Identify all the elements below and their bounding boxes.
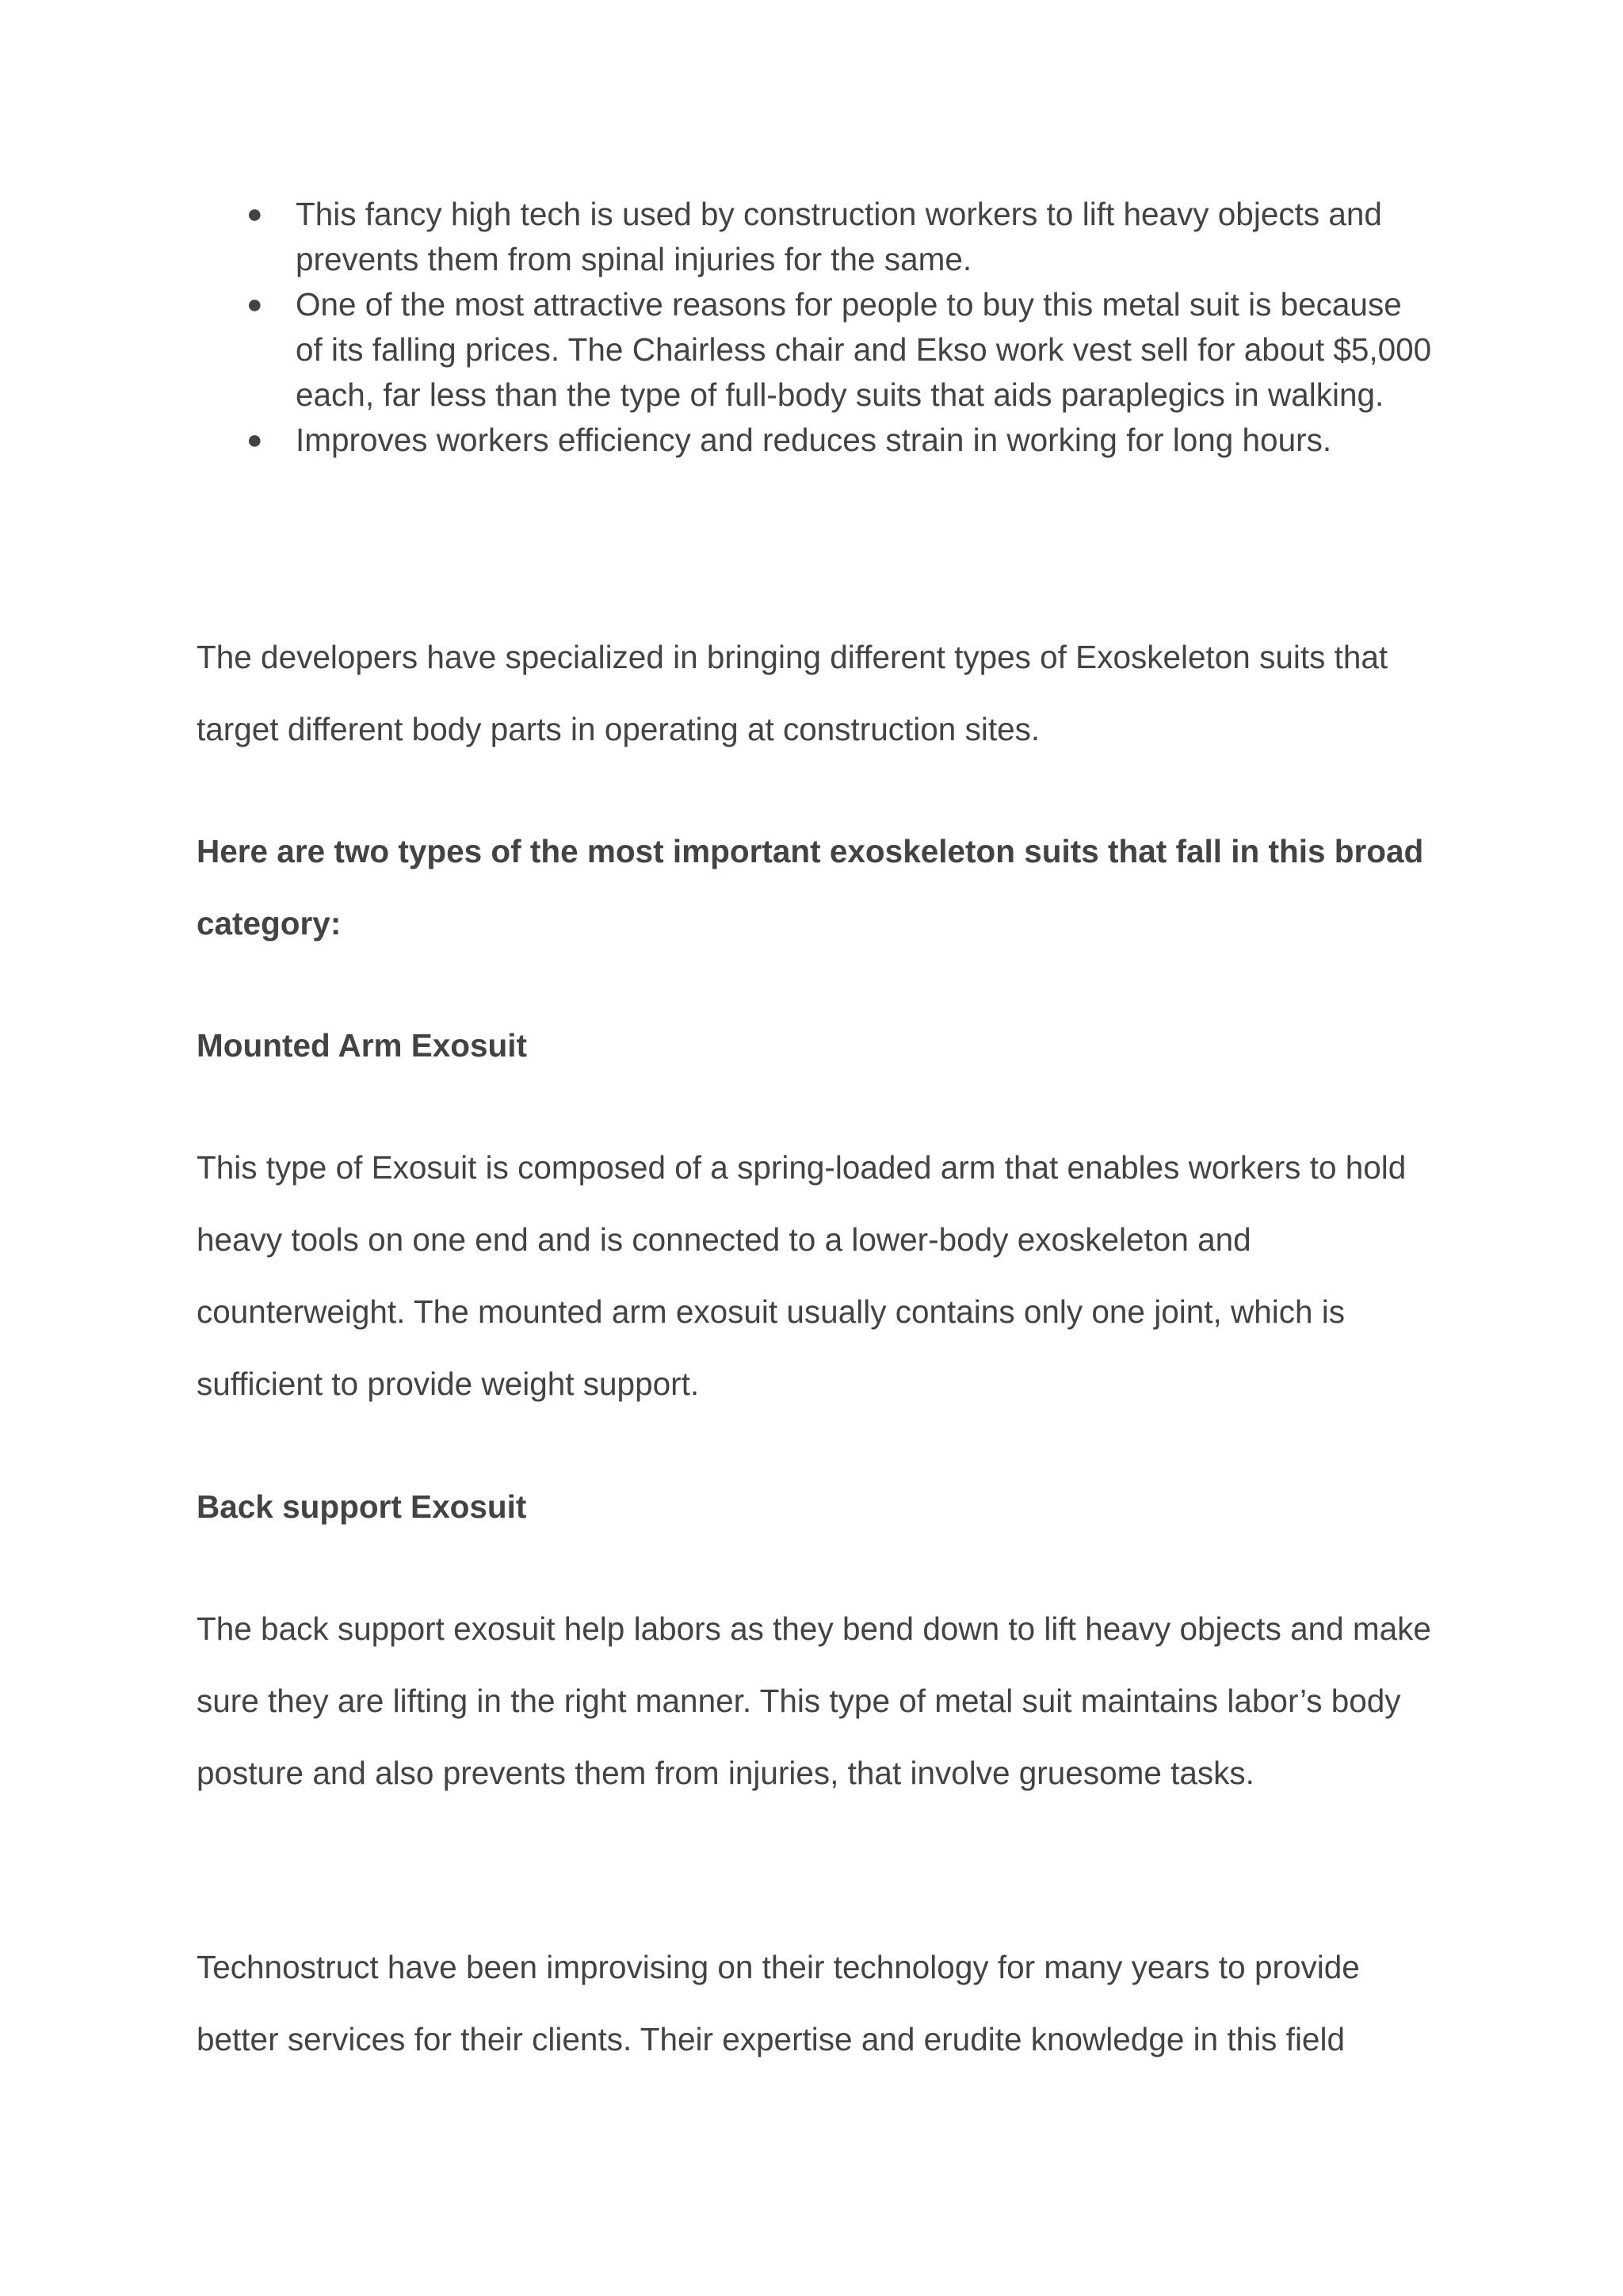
bullet-item: [197, 192, 1433, 282]
types-heading: Here are two types of the most important exoskeleton suits that fall in this broad category:: [197, 833, 1424, 942]
back-support-heading: Back support Exosuit: [197, 1488, 527, 1525]
mounted-arm-heading: Mounted Arm Exosuit: [197, 1027, 528, 1064]
bullet-text: Improves workers efficiency and reduces strain in working for long hours.: [296, 422, 1332, 458]
bullet-glyph: ●: [246, 199, 263, 229]
bullet-item: [197, 282, 1433, 418]
bullet-glyph: ●: [246, 289, 263, 319]
bullet-item: [197, 418, 1433, 463]
mounted-arm-paragraph: This type of Exosuit is composed of a spring-loaded arm that enables workers to hold heavy tools on one end and is connected to a lower-body exoskeleton and counterweight. The mounted arm exosuit usually contains only one joint, which is sufficient to provide weight support.: [197, 1149, 1407, 1402]
bullet-text: This fancy high tech is used by construction workers to lift heavy objects and prevents them from spinal injuries for the same.: [296, 196, 1382, 277]
back-support-paragraph: The back support exosuit help labors as they bend down to lift heavy objects and make sure they are lifting in the right manner. This type of metal suit maintains labor’s body posture and also prevents them from injuries, that involve gruesome tasks.: [197, 1610, 1431, 1791]
intro-paragraph: The developers have specialized in bringing different types of Exoskeleton suits that target different body parts in operating at construction sites.: [197, 639, 1388, 747]
bullet-glyph: ●: [246, 425, 263, 455]
benefits-bullet-list: [197, 192, 1433, 463]
closing-paragraph: Technostruct have been improvising on their technology for many years to provide better services for their clients. Their expertise and erudite knowledge in this field: [197, 1949, 1360, 2057]
bullet-text: One of the most attractive reasons for people to buy this metal suit is because of its falling prices. The Chairless chair and Ekso work vest sell for about $5,000 each, far less than the type of full-body suits that aids paraplegics in walking.: [296, 286, 1432, 413]
